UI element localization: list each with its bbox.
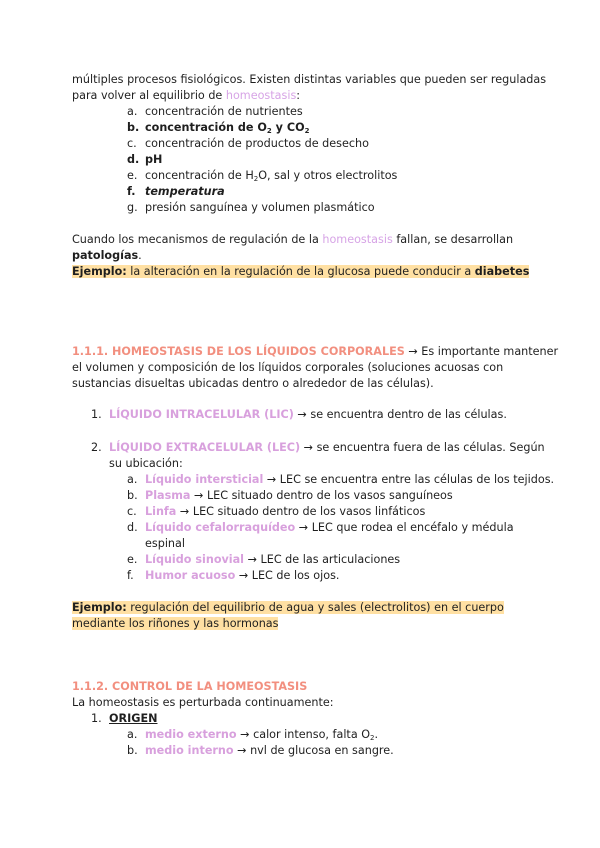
text-part: → se encuentra fuera de las células. Según: [300, 441, 545, 454]
list-marker: 1.: [91, 712, 102, 725]
list-text: [145, 520, 514, 536]
lic-text: [109, 407, 507, 423]
text-part: fallan, se desarrollan: [392, 233, 514, 246]
fluid-term: Plasma: [145, 489, 191, 502]
list-text: [145, 504, 425, 520]
text-part: .: [374, 728, 379, 741]
list-marker: c.: [127, 137, 137, 150]
list-text: temperatura: [145, 185, 225, 198]
example-2-line-2: [72, 616, 278, 632]
example-2-highlight: [72, 601, 504, 614]
example-label: Ejemplo:: [72, 265, 127, 278]
homeostasis-term: homeostasis: [322, 233, 393, 246]
list-item: [127, 136, 369, 152]
medium-term: medio externo: [145, 728, 237, 741]
example-text: mediante los riñones y las hormonas: [72, 617, 279, 630]
example-label: Ejemplo:: [72, 601, 127, 614]
text-part: sustancias disueltas ubicadas dentro o alrededor de las células).: [72, 377, 434, 390]
text-part: → calor intenso, falta O: [236, 728, 371, 741]
list-item: [127, 552, 401, 568]
example-1: [72, 264, 529, 280]
intro-text-2: para volver al equilibrio de: [72, 89, 226, 102]
list-marker: d.: [127, 153, 140, 166]
text-part: concentración de O: [145, 121, 267, 134]
list-item: [127, 568, 340, 584]
text-part: .: [138, 249, 142, 262]
fluid-term: Líquido sinovial: [145, 553, 245, 566]
list-text: [145, 568, 339, 584]
list-marker: c.: [127, 505, 137, 518]
list-item: [127, 504, 426, 520]
section-heading: 1.1.2. CONTROL DE LA HOMEOSTASIS: [72, 680, 308, 693]
intro-colon: :: [296, 89, 301, 102]
subscript: 2: [304, 127, 310, 135]
lec-line-2: [109, 456, 183, 472]
section-112-line: [72, 695, 334, 711]
text-part: → LEC situado dentro de los vasos linfáticos: [176, 505, 426, 518]
list-text: [145, 472, 554, 488]
intro-line-2: [72, 88, 300, 104]
list-marker: f.: [127, 185, 136, 198]
list-text: presión sanguínea y volumen plasmático: [145, 201, 375, 214]
list-item: [127, 488, 453, 504]
list-marker: d.: [127, 521, 138, 534]
list-marker: b.: [127, 489, 138, 502]
list-marker: a.: [127, 473, 138, 486]
text-part: el volumen y composición de los líquidos corporales (soluciones acuosas con: [72, 361, 504, 374]
subscript: 2: [266, 127, 272, 135]
list-item: [127, 168, 398, 184]
intro-line-1: [72, 72, 546, 88]
list-item: [127, 184, 225, 200]
fluid-term: Linfa: [145, 505, 177, 518]
text-part: concentración de H: [145, 169, 254, 182]
list-marker: g.: [127, 201, 138, 214]
list-marker: b.: [127, 121, 140, 134]
list-item: [127, 472, 555, 488]
list-marker: f.: [127, 569, 134, 582]
pathology-term: patologías: [72, 249, 139, 262]
list-text: [145, 552, 400, 568]
section-heading: 1.1.1. HOMEOSTASIS DE LOS LÍQUIDOS CORPORALES: [72, 345, 405, 358]
example-bold: diabetes: [474, 265, 530, 278]
list-text: concentración de productos de desecho: [145, 137, 369, 150]
section-112-heading-line: [72, 679, 307, 695]
list-item: [127, 520, 514, 536]
example-2-line-1: [72, 600, 504, 616]
list-item: [127, 200, 375, 216]
homeostasis-term: homeostasis: [225, 89, 297, 102]
fluid-term: Humor acuoso: [145, 569, 236, 582]
list-item: [127, 152, 163, 168]
fluid-term: Líquido intersticial: [145, 473, 264, 486]
text-part: y CO: [271, 121, 305, 134]
text-part: → LEC de los ojos.: [235, 569, 340, 582]
list-marker: e.: [127, 169, 138, 182]
text-part: → LEC de las articulaciones: [244, 553, 401, 566]
example-text: la alteración en la regulación de la glucosa puede conducir a: [126, 265, 475, 278]
origen-label: ORIGEN: [109, 712, 158, 725]
text-part: → se encuentra dentro de las células.: [293, 408, 507, 421]
lec-item: [91, 440, 545, 456]
section-111-line-3: [72, 376, 434, 392]
lic-item: [91, 407, 507, 423]
list-item-continuation: [145, 536, 185, 552]
list-item: [127, 120, 310, 136]
section-111-heading-line: [72, 344, 558, 360]
list-text: [145, 488, 453, 504]
text-part: → Es importante mantener: [404, 345, 559, 358]
list-marker: a.: [127, 105, 138, 118]
list-text: pH: [145, 153, 163, 166]
list-marker: 1.: [91, 408, 102, 421]
list-text: concentración de nutrientes: [145, 105, 303, 118]
text-part: → LEC situado dentro de los vasos sanguíneos: [190, 489, 453, 502]
example-text: regulación del equilibrio de agua y sales (electrolitos) en el cuerpo: [126, 601, 504, 614]
text-part: → LEC que rodea el encéfalo y médula: [295, 521, 514, 534]
text-part: O, sal y otros electrolitos: [258, 169, 398, 182]
section-111-line-2: [72, 360, 503, 376]
subscript: 2: [370, 734, 375, 742]
text-part: espinal: [145, 537, 185, 550]
list-item: [127, 727, 379, 743]
fluid-term: Líquido cefalorraquídeo: [145, 521, 296, 534]
list-item: [127, 743, 394, 759]
text-part: → nvl de glucosa en sangre.: [233, 744, 394, 757]
text-part: Cuando los mecanismos de regulación de la: [72, 233, 323, 246]
intro-text-1: múltiples procesos fisiológicos. Existen distintas variables que pueden ser reguladas: [72, 73, 547, 86]
lec-term: LÍQUIDO EXTRACELULAR (LEC): [109, 441, 301, 454]
pathology-line-2: [72, 248, 142, 264]
example-1-highlight: [72, 265, 529, 278]
text-part: su ubicación:: [109, 457, 183, 470]
text-part: → LEC se encuentra entre las células de los tejidos.: [263, 473, 555, 486]
medium-term: medio interno: [145, 744, 234, 757]
text-part: La homeostasis es perturbada continuamente:: [72, 696, 334, 709]
lic-term: LÍQUIDO INTRACELULAR (LIC): [109, 408, 294, 421]
list-marker: 2.: [91, 441, 102, 454]
list-item: [127, 104, 303, 120]
list-text: [145, 743, 394, 759]
list-marker: b.: [127, 744, 138, 757]
origen-item: [91, 711, 158, 727]
subscript: 2: [253, 175, 259, 183]
list-marker: a.: [127, 728, 138, 741]
pathology-line-1: [72, 232, 513, 248]
list-marker: e.: [127, 553, 138, 566]
lec-text: [109, 440, 545, 456]
